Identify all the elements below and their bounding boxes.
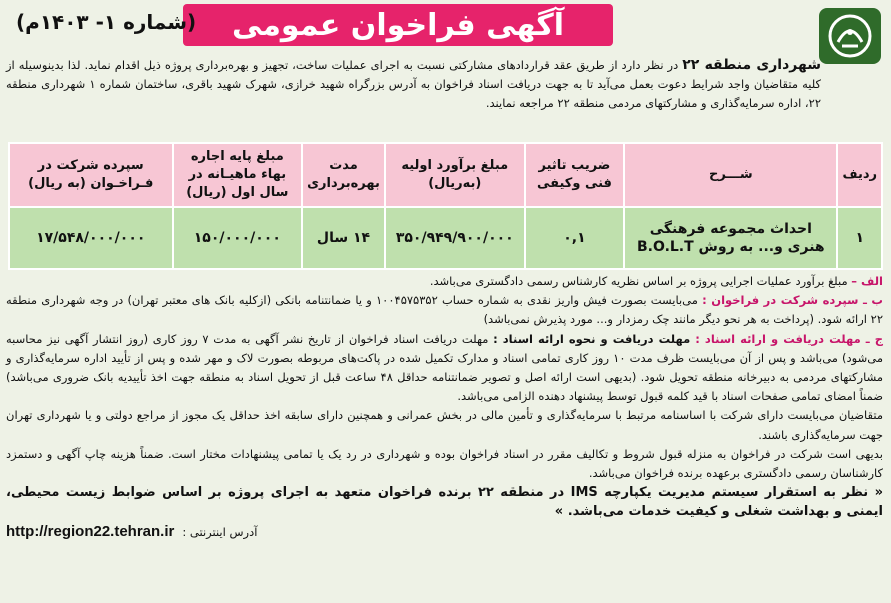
notice-number: (شماره ۱- ۱۴۰۳م) bbox=[16, 10, 197, 34]
header-rent: مبلغ پایه اجاره بهاء ماهیـانه در سال اول (ریال) bbox=[173, 143, 303, 207]
cell-description: احداث مجموعه فرهنگی هنری و... به روش B.O.L.T bbox=[624, 207, 837, 269]
cell-coefficient: ۰,۱ bbox=[525, 207, 624, 269]
header-description: شـــرح bbox=[624, 143, 837, 207]
cell-row-number: ۱ bbox=[837, 207, 882, 269]
website-row bbox=[6, 522, 883, 542]
clause-a bbox=[6, 272, 883, 291]
project-table bbox=[8, 142, 883, 270]
table-row bbox=[9, 207, 882, 269]
clause-c-text: مهلت دریافت اسناد فراخوان از تاریخ نشر آگهی به مدت ۷ روز کاری (روز انتشار آگهی نیز محاسبه می‌شود) می‌باشد و پس از آن می‌بایست ظرف مدت ۱۰ روز کاری تمامی اسناد و مدارک تکمیل شده در پاکت‌های مربوطه بصورت لاک و مهر شده و پس از تأیید اداره سرمایه‌گذاری و مشارکتهای مردمی به دبیرخانه منطقه تحویل شود. (بدیهی است ارائه اصل و تصویر ضمانتنامه حداقل ۴۸ ساعت قبل از تحویل اسناد به منطقه جهت اخذ تأییدیه بانک ضروری می‌باشد) ضمناً امضای تمامی صفحات اسناد با قید کلمه قبول توسط پیشنهاد دهنده الزامی می‌باشد. bbox=[6, 331, 883, 404]
clause-c-label: ج ـ مهلت دریافت و ارائه اسناد : bbox=[695, 331, 884, 346]
notice-body bbox=[6, 272, 883, 542]
ims-paragraph: « نظر به استقرار سیستم مدیریت یکپارچه IMS در منطقه ۲۲ برنده فراخوان متعهد به اجرای پروژه بر اساس ضوابط زیست محیطی، ایمنی و بهداشت شغلی و کیفیت خدمات می‌باشد. » bbox=[6, 485, 883, 520]
cell-duration: ۱۴ سال bbox=[302, 207, 385, 269]
clause-a-text: مبلغ برآورد عملیات اجرایی پروژه بر اساس نظریه کارشناس رسمی دادگستری می‌باشد. bbox=[429, 274, 852, 288]
clause-a-label: الف – bbox=[851, 274, 883, 288]
header-deposit: سپرده شرکت در فـراخـوان (به ریال) bbox=[9, 143, 173, 207]
website-link[interactable]: http://region22.tehran.ir bbox=[6, 522, 175, 540]
header-estimate: مبلغ برآورد اولیه (به‌ریال) bbox=[385, 143, 525, 207]
tehran-municipality-logo-icon bbox=[819, 8, 881, 64]
table-header-row bbox=[9, 143, 882, 207]
header-row-number: ردیف bbox=[837, 143, 882, 207]
header-duration: مدت بهره‌برداری bbox=[302, 143, 385, 207]
intro-lead: شهرداری منطقه ۲۲ bbox=[682, 57, 821, 73]
clause-b-label: ب ـ سپرده شرکت در فراخوان : bbox=[702, 293, 883, 308]
conditions-paragraph: بدیهی است شرکت در فراخوان به منزله قبول شروط و تکالیف مقرر در اسناد فراخوان بوده و شهرداری در رد یک یا تمامی پیشنهادات مختار است. ضمناً هزینه چاپ آگهی و دستمزد کارشناسان رسمی دادگستری برعهده برنده فراخوان می‌باشد. bbox=[6, 446, 883, 481]
requirements-paragraph: متقاضیان می‌بایست دارای شرکت با اساسنامه مرتبط با سرمایه‌گذاری و تأمین مالی در بخش عمرانی و همچنین دارای سابقه اخذ حداقل یک مجوز از مراجع دولتی و یا شهرداری تهران جهت سرمایه‌گذاری باشند. bbox=[6, 408, 883, 442]
clause-c bbox=[6, 330, 883, 407]
cell-rent: ۱۵۰/۰۰۰/۰۰۰ bbox=[173, 207, 303, 269]
clause-b-text: می‌بایست بصورت فیش واریز نقدی به شماره حساب ۱۰۰۴۵۷۵۳۵۲ و یا ضمانتنامه بانکی (ازکلیه بانک های معتبر تهران) در وجه شهرداری منطقه ۲۲ ارائه شود. (پرداخت به هر نحو دیگر مانند چک رمزدار و... مورد پذیرش نمی‌باشد) bbox=[6, 293, 883, 327]
notice-title: آگهی فراخوان عمومی bbox=[231, 7, 565, 43]
intro-text: در نظر دارد از طریق عقد قراردادهای مشارکتی نسبت به اجرای عملیات ساخت، تجهیز و بهره‌برداری پروژه ذیل اقدام نماید. لذا بدینوسیله از کلیه متقاضیان واجد شرایط دعوت بعمل می‌آید تا به جهت دریافت اسناد فراخوان به آدرس بزرگراه شهید خرازی، شهرک شهید باقری، ساختمان شماره ۱ شهرداری منطقه ۲۲، اداره سرمایه‌گذاری و مشارکتهای مردمی منطقه ۲۲ مراجعه نمایند. bbox=[6, 58, 821, 110]
header-coefficient: ضریب تاثیر فنی وکیفی bbox=[525, 143, 624, 207]
website-label: آدرس اینترنتی : bbox=[182, 524, 258, 539]
intro-paragraph bbox=[6, 56, 821, 113]
clause-b bbox=[6, 291, 883, 329]
title-banner bbox=[183, 4, 613, 46]
logo-graphic bbox=[826, 12, 874, 60]
cell-estimate: ۳۵۰/۹۴۹/۹۰۰/۰۰۰ bbox=[385, 207, 525, 269]
cell-deposit: ۱۷/۵۴۸/۰۰۰/۰۰۰ bbox=[9, 207, 173, 269]
clause-c-title: مهلت دریافت و نحوه ارائه اسناد : bbox=[493, 331, 696, 346]
